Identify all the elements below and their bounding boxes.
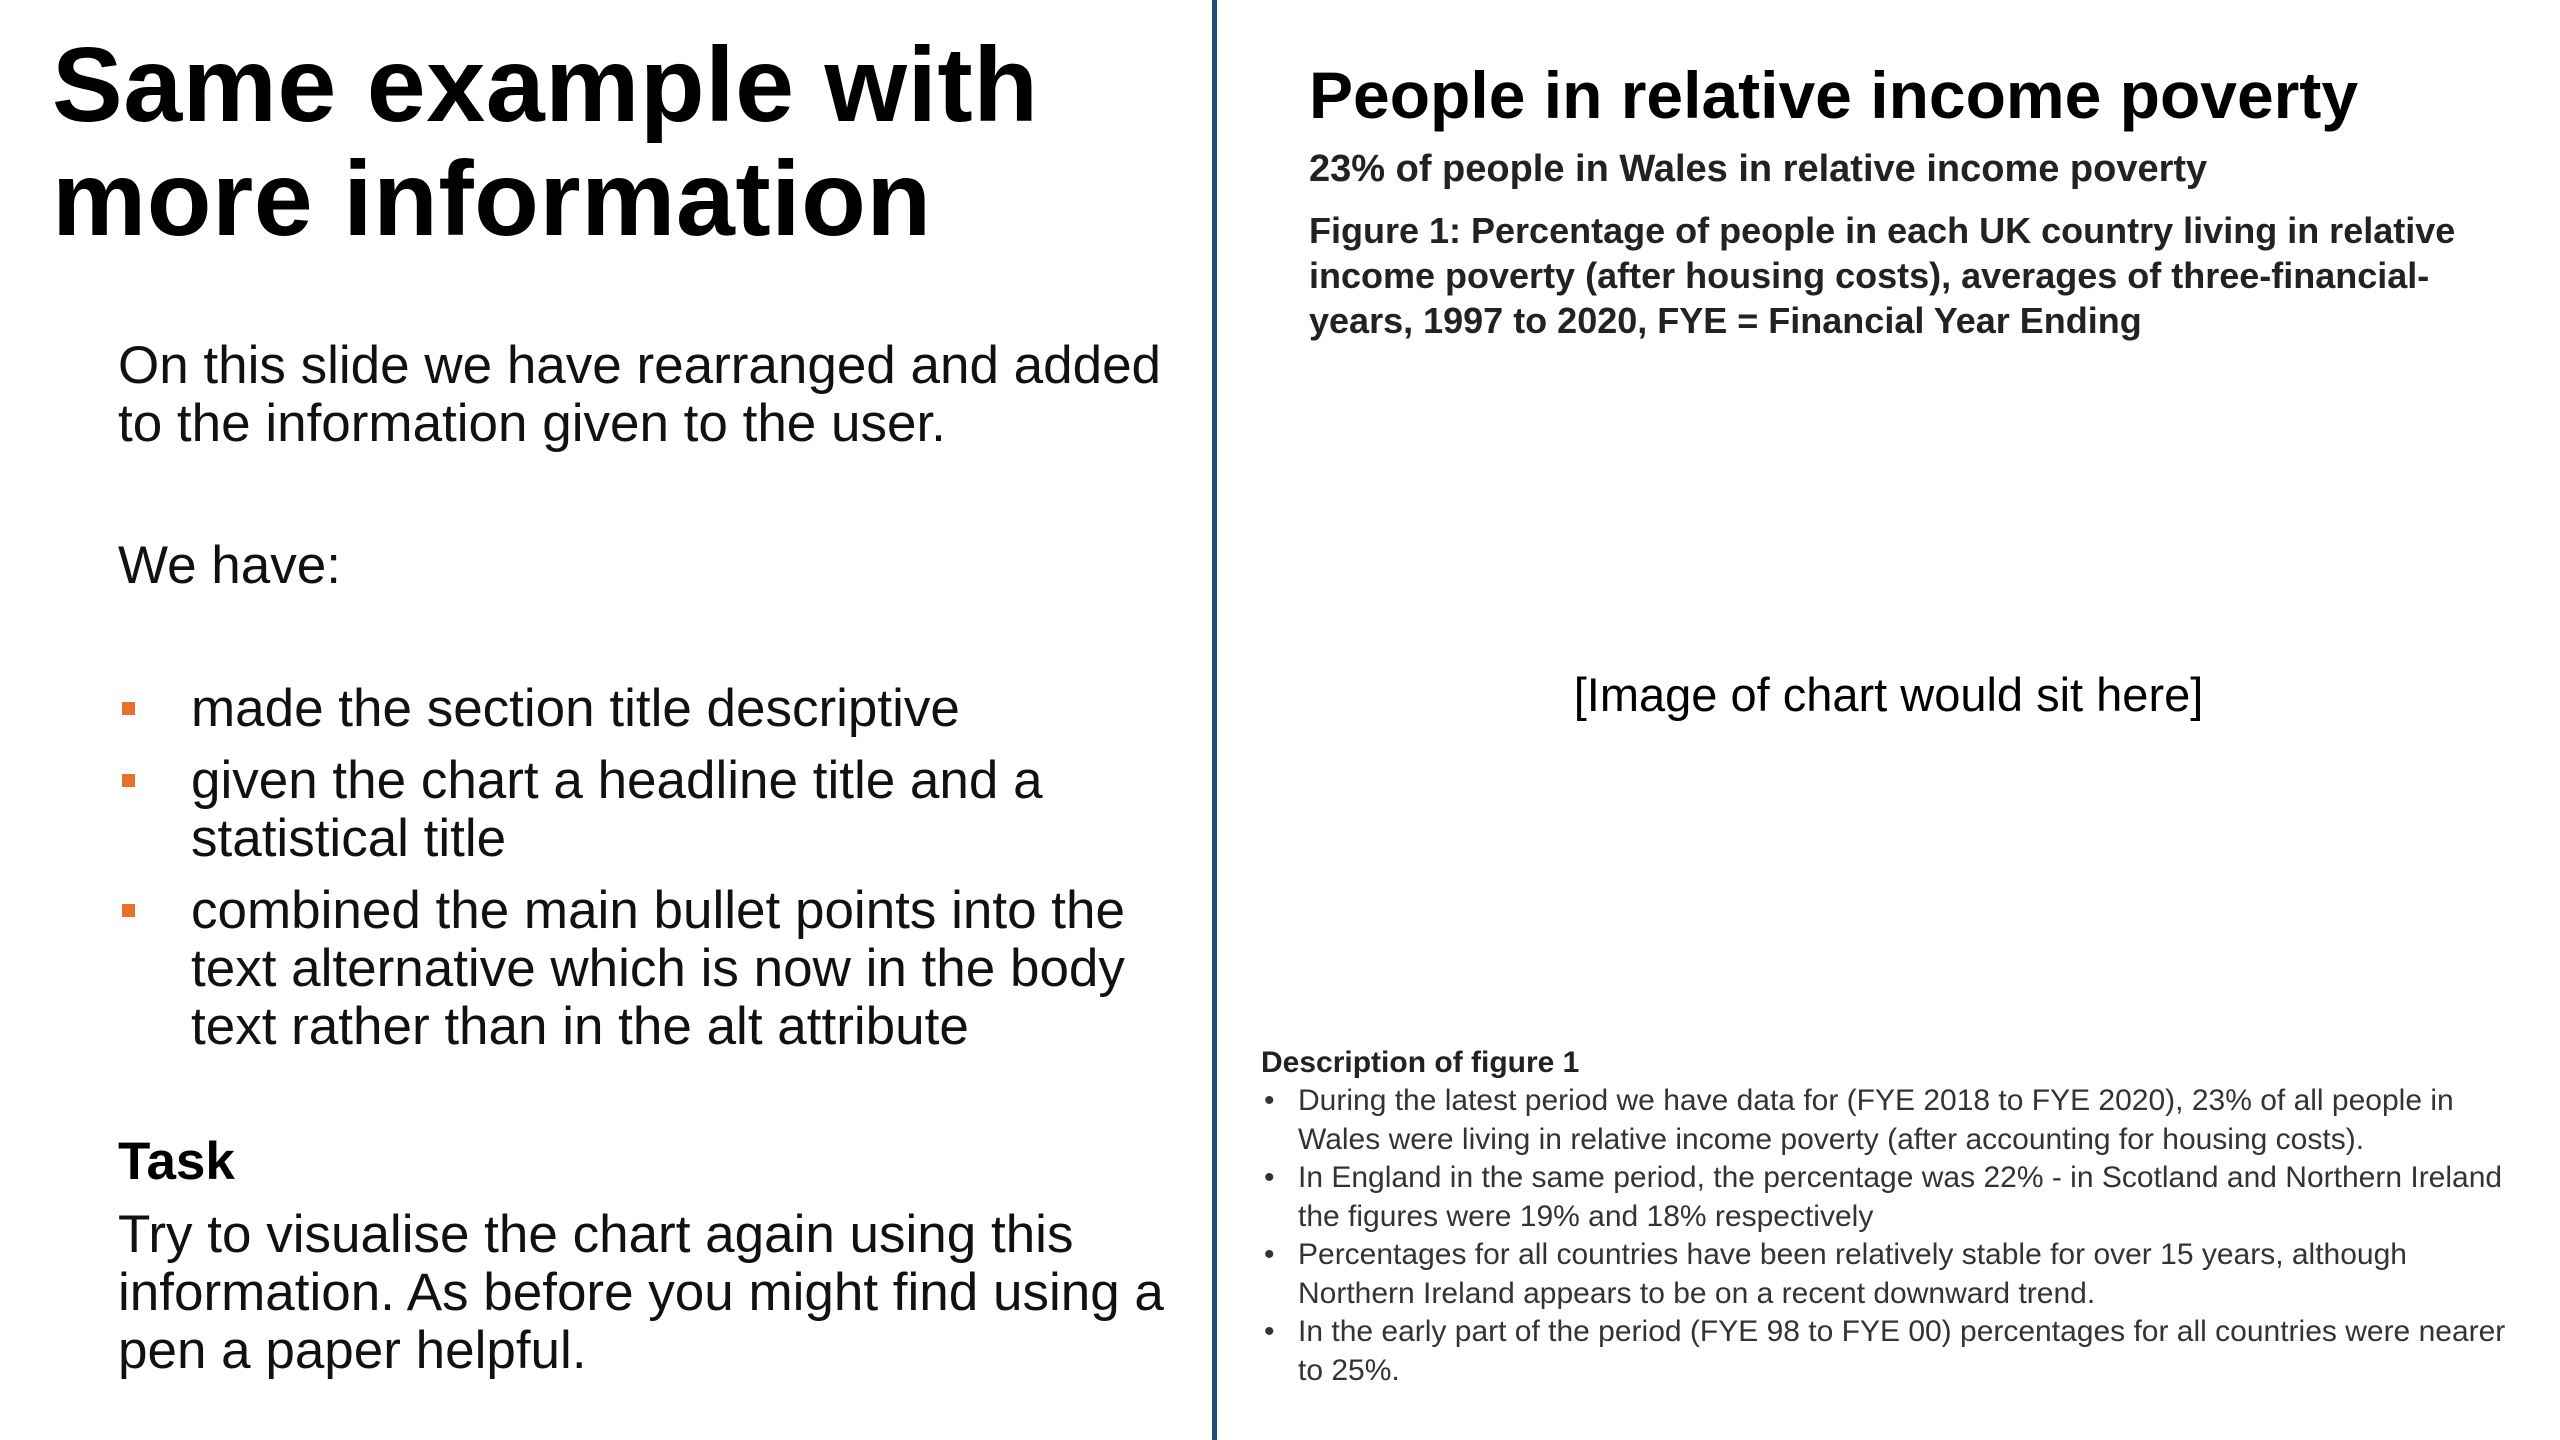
task-heading: Task [118, 1132, 235, 1191]
change-list-item-text: combined the main bullet points into the text alternative which is now in the body text rather than in the alt attribute [191, 881, 1125, 1056]
bullet-dot-icon: • [1264, 1084, 1275, 1117]
figure-title: Figure 1: Percentage of people in each UK country living in relative income poverty (after housing costs), averages of three-financial-years, 1997 to 2020, FYE = Financial Year Ending [1309, 210, 2456, 341]
description-item [1261, 1313, 2531, 1390]
bullet-dot-icon: • [1264, 1238, 1275, 1271]
change-list [118, 680, 1188, 1070]
change-list-item-text: given the chart a headline title and a statistical title [191, 751, 1043, 868]
square-bullet-icon [122, 702, 135, 715]
description-item [1261, 1082, 2531, 1159]
square-bullet-icon [122, 904, 135, 917]
intro-text: On this slide we have rearranged and added to the information given to the user. [118, 336, 1162, 453]
change-list-item-text: made the section title descriptive [191, 679, 960, 738]
chart-placeholder: [Image of chart would sit here] [1573, 668, 2204, 721]
description-item [1261, 1159, 2531, 1236]
description-heading: Description of figure 1 [1261, 1046, 1580, 1079]
description-item-text: During the latest period we have data for (FYE 2018 to FYE 2020), 23% of all people in Wales were living in relative income poverty (after accounting for housing costs). [1298, 1084, 2454, 1156]
bullet-dot-icon: • [1264, 1161, 1275, 1194]
left-panel [0, 0, 1210, 1440]
bullet-dot-icon: • [1264, 1315, 1275, 1348]
task-body: Try to visualise the chart again using this information. As before you might find using a pen a paper helpful. [118, 1205, 1164, 1380]
square-bullet-icon [122, 774, 135, 787]
right-panel [1217, 0, 2560, 1440]
section-title: People in relative income poverty [1309, 58, 2359, 132]
change-list-item [118, 680, 1188, 738]
description-item [1261, 1236, 2531, 1313]
description-item-text: In the early part of the period (FYE 98 to FYE 00) percentages for all countries were nearer to 25%. [1298, 1315, 2506, 1387]
description-list [1261, 1082, 2531, 1390]
change-list-item [118, 752, 1188, 868]
description-item-text: Percentages for all countries have been relatively stable for over 15 years, although Northern Ireland appears to be on a recent downward trend. [1298, 1238, 2407, 1310]
description-item-text: In England in the same period, the percentage was 22% - in Scotland and Northern Ireland the figures were 19% and 18% respectively [1298, 1161, 2503, 1233]
slide-title: Same example with more information [52, 26, 1039, 258]
change-list-item [118, 882, 1188, 1056]
chart-headline: 23% of people in Wales in relative income poverty [1309, 148, 2208, 190]
we-have-label: We have: [118, 536, 341, 595]
